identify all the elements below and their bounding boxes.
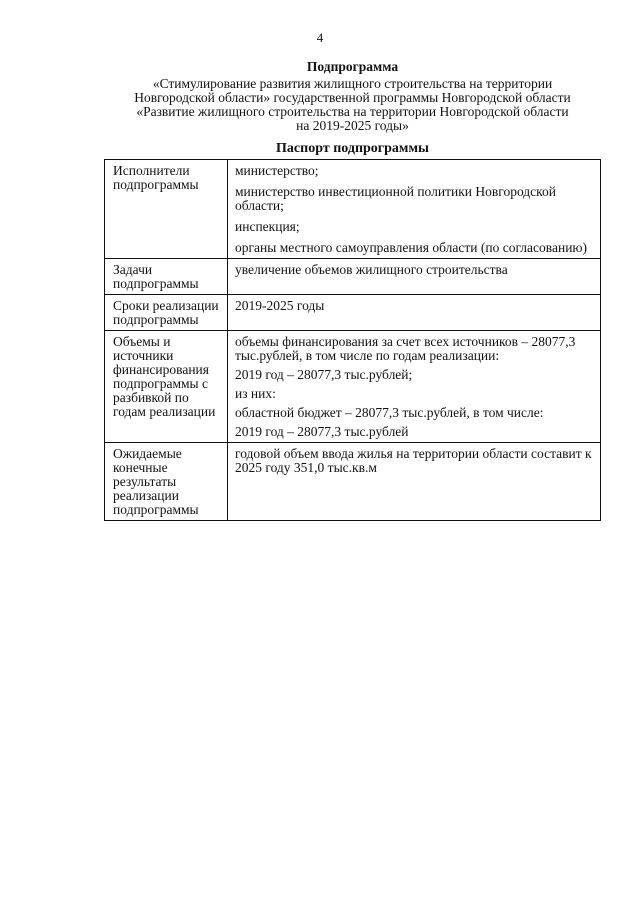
page-number: 4	[316, 30, 324, 45]
value-entry: из них:	[235, 386, 276, 401]
value-entry: 2019 год – 28077,3 тыс.рублей;	[235, 367, 413, 382]
value-entry: инспекция;	[235, 219, 300, 234]
subprogram-header	[100, 60, 605, 133]
row-label: Исполнители подпрограммы	[105, 160, 228, 259]
row-value	[228, 160, 601, 259]
row-value	[228, 259, 601, 295]
table-row-terms	[105, 295, 601, 331]
table-row-executors	[105, 160, 601, 259]
value-entry: органы местного самоуправления области (по согласованию)	[235, 240, 587, 255]
subprogram-name-line: «Развитие жилищного строительства на территории Новгородской области	[136, 104, 569, 119]
value-entry: 2019 год – 28077,3 тыс.рублей	[235, 424, 409, 439]
row-label: Задачи подпрограммы	[105, 259, 228, 295]
value-entry: 2019-2025 годы	[235, 298, 325, 313]
row-label: Объемы и источники финансирования подпрограммы с разбивкой по годам реализации	[105, 331, 228, 443]
table-row-results	[105, 443, 601, 521]
value-entry: годовой объем ввода жилья на территории области составит к 2025 году 351,0 тыс.кв.м	[235, 446, 592, 475]
row-value	[228, 331, 601, 443]
passport-table	[104, 159, 601, 521]
value-entry: областной бюджет – 28077,3 тыс.рублей, в том числе:	[235, 405, 544, 420]
subprogram-title: Подпрограмма	[306, 59, 399, 74]
subprogram-name-line: «Стимулирование развития жилищного строительства на территории	[152, 76, 553, 91]
table-row-tasks	[105, 259, 601, 295]
row-label: Ожидаемые конечные результаты реализации подпрограммы	[105, 443, 228, 521]
row-value	[228, 443, 601, 521]
subprogram-name-line: на 2019-2025 годы»	[296, 118, 409, 133]
table-row-financing	[105, 331, 601, 443]
value-entry: увеличение объемов жилищного строительства	[235, 262, 508, 277]
row-label: Сроки реализации подпрограммы	[105, 295, 228, 331]
row-value	[228, 295, 601, 331]
value-entry: министерство;	[235, 163, 319, 178]
subprogram-name-line: Новгородской области» государственной программы Новгородской области	[134, 90, 571, 105]
value-entry: объемы финансирования за счет всех источников – 28077,3 тыс.рублей, в том числе по годам реализации:	[235, 334, 576, 363]
value-entry: министерство инвестиционной политики Новгородской области;	[235, 184, 557, 213]
passport-title: Паспорт подпрограммы	[276, 141, 429, 156]
